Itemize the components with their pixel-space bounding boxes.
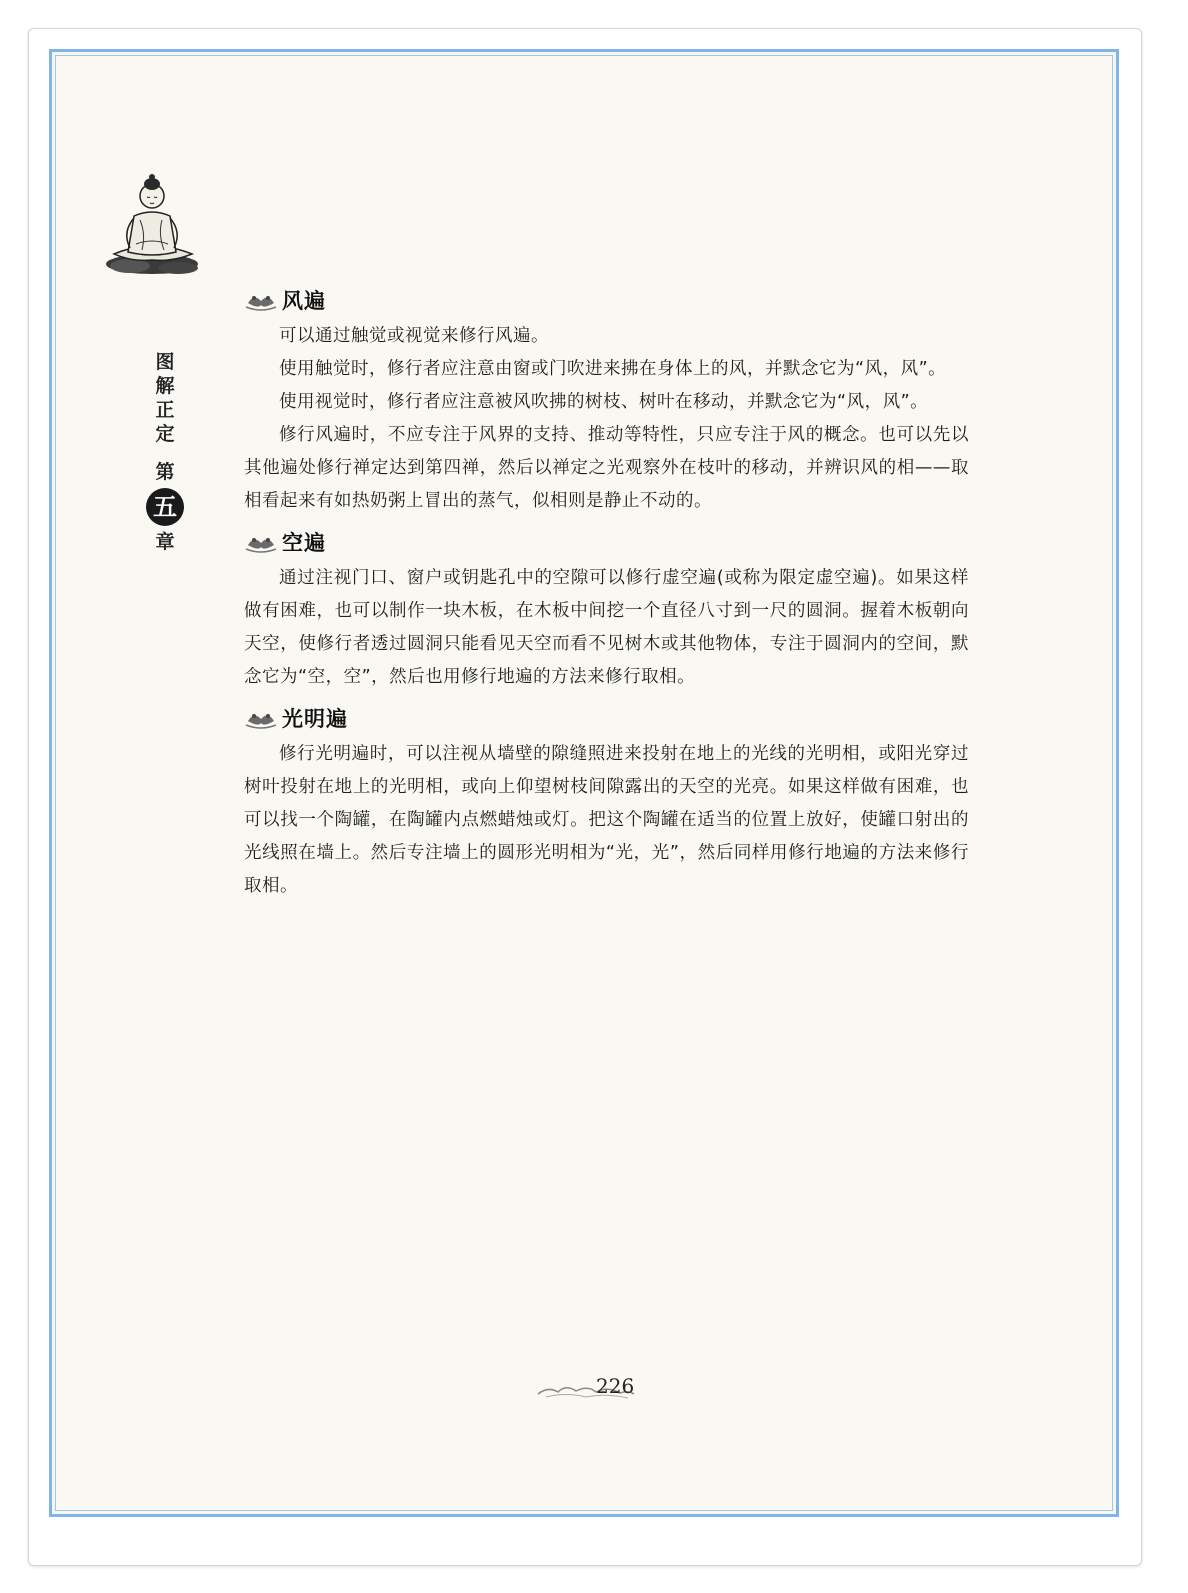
paragraph: 修行光明遍时，可以注视从墙壁的隙缝照进来投射在地上的光线的光明相，或阳光穿过树叶投射在地上的光明相，或向上仰望树枝间隙露出的天空的光亮。如果这样做有困难，也可以找一个陶罐，在陶罐内点燃蜡烛或灯。把这个陶罐在适当的位置上放好，使罐口射出的光线照在墙上。然后专注墙上的圆形光明相为“光，光”，然后同样用修行地遍的方法来修行取相。 (244, 744, 969, 896)
lotus-ornament-icon (244, 531, 278, 553)
chapter-number-badge: 五 (146, 488, 184, 526)
section-title: 风遍 (282, 288, 326, 313)
paragraph: 使用触觉时，修行者应注意由窗或门吹进来拂在身体上的风，并默念它为“风，风”。 (279, 359, 947, 379)
section-space-kasina (244, 524, 969, 694)
section-heading (244, 282, 969, 318)
section-title: 光明遍 (282, 706, 348, 731)
paragraph: 使用视觉时，修行者应注意被风吹拂的树枝、树叶在移动，并默念它为“风，风”。 (279, 392, 929, 412)
paragraph: 可以通过触觉或视觉来修行风遍。 (279, 326, 549, 346)
section-wind-kasina (244, 282, 969, 518)
page-number (536, 1372, 646, 1406)
paragraph: 修行风遍时，不应专注于风界的支持、推动等特性，只应专注于风的概念。也可以先以其他遍处修行禅定达到第四禅，然后以禅定之光观察外在枝叶的移动，并辨识风的相——取相看起来有如热奶粥上冒出的蒸气，似相则是静止不动的。 (244, 425, 969, 511)
chapter-side-label (150, 350, 180, 554)
book-title-char: 正 (155, 399, 175, 421)
chapter-prefix: 第 (155, 461, 175, 483)
book-title-char: 定 (155, 423, 175, 445)
paragraph: 通过注视门口、窗户或钥匙孔中的空隙可以修行虚空遍(或称为限定虚空遍)。如果这样做有困难，也可以制作一块木板，在木板中间挖一个直径八寸到一尺的圆洞。握着木板朝向天空，使修行者透过圆洞只能看见天空而看不见树木或其他物体，专注于圆洞内的空间，默念它为“空，空”，然后也用修行地遍的方法来修行取相。 (244, 568, 969, 687)
chapter-suffix: 章 (155, 531, 175, 553)
section-heading (244, 524, 969, 560)
main-content (244, 282, 969, 909)
lotus-ornament-icon (244, 707, 278, 729)
section-heading (244, 700, 969, 736)
section-title: 空遍 (282, 530, 326, 555)
lotus-ornament-icon (244, 289, 278, 311)
section-light-kasina (244, 700, 969, 903)
seated-buddha-illustration (100, 168, 204, 280)
book-title-char: 解 (155, 375, 175, 397)
page-number-text: 226 (596, 1374, 635, 1398)
book-title-char: 图 (155, 351, 175, 373)
